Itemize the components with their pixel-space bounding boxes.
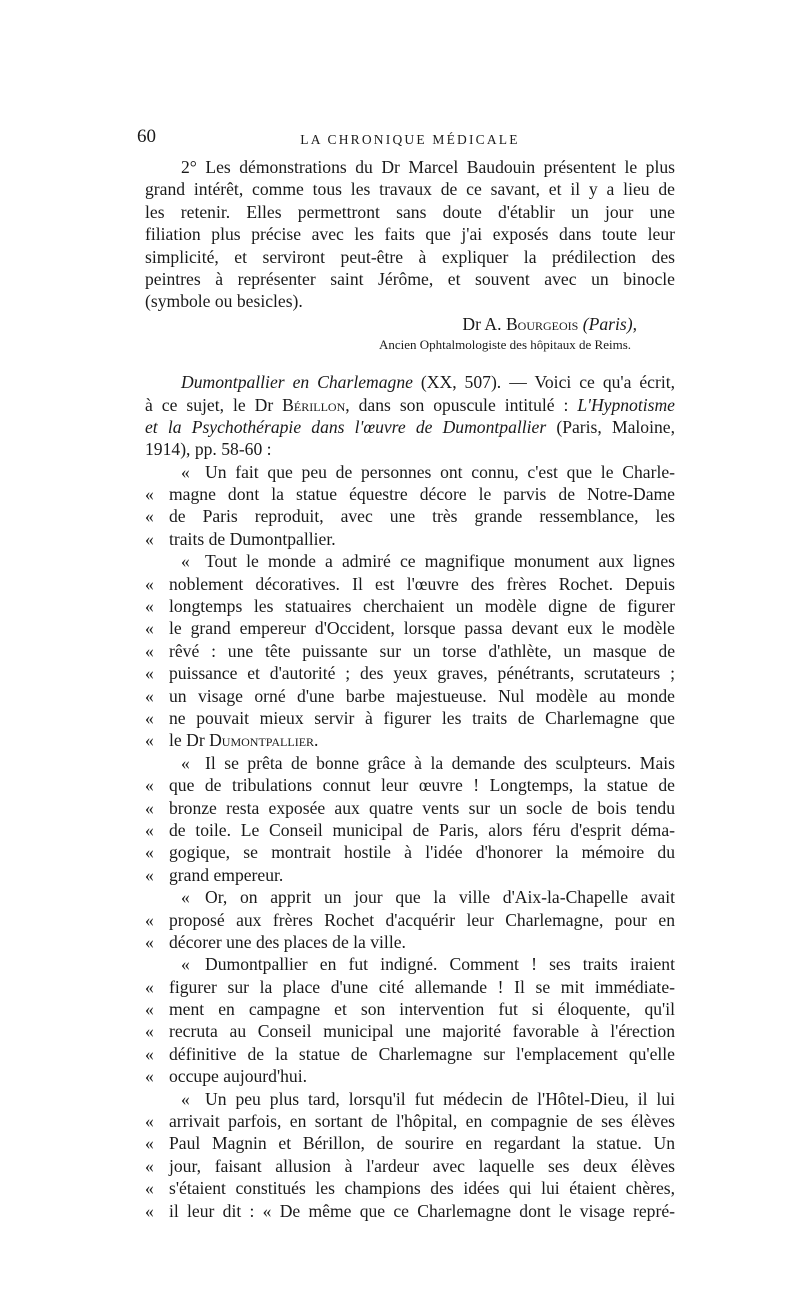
quote-line <box>145 1043 675 1065</box>
text-line: grand intérêt, comme tous les travaux de ce savant, et il y a lieu de <box>145 179 675 200</box>
guillemet: « <box>181 461 190 482</box>
text-line: (symbole ou besicles). <box>145 291 303 312</box>
guillemet: « <box>145 1155 154 1176</box>
guillemet: « <box>145 506 154 527</box>
guillemet: « <box>145 640 154 661</box>
guillemet: « <box>145 663 154 684</box>
quote-line <box>145 573 675 595</box>
signature-affiliation: Ancien Ophtalmologiste des hôpitaux de Reims. <box>378 337 631 353</box>
article-intro-line <box>145 394 675 416</box>
quote-line <box>145 617 675 639</box>
guillemet: « <box>145 528 154 549</box>
quote-text: rêvé : une tête puissante sur un torse d'athlète, un masque de <box>169 640 675 661</box>
guillemet: « <box>145 1043 154 1064</box>
quote-text: jour, faisant allusion à l'ardeur avec laquelle ses deux élèves <box>169 1155 675 1176</box>
quote-text: ment en campagne et son intervention fut si éloquente, qu'il <box>169 999 675 1020</box>
quote-line <box>145 1200 675 1222</box>
signature <box>145 313 675 335</box>
quote-text: Il se prêta de bonne grâce à la demande des sculpteurs. Mais <box>205 752 675 773</box>
running-head: LA CHRONIQUE MÉDICALE <box>300 132 520 147</box>
quote-line <box>145 909 675 931</box>
quote-line <box>145 886 675 908</box>
quote-line <box>145 1132 675 1154</box>
quote-line <box>145 1155 675 1177</box>
intro-name: Bérillon <box>282 394 346 415</box>
quote-line <box>145 707 675 729</box>
signature-name: Bourgeois <box>505 313 579 334</box>
intro-text: à ce sujet, le <box>145 394 246 415</box>
quote-line <box>145 1177 675 1199</box>
quote-line <box>145 1110 675 1132</box>
quote-line <box>145 685 675 707</box>
guillemet: « <box>181 752 190 773</box>
guillemet: « <box>145 618 154 639</box>
quote-text: de toile. Le Conseil municipal de Paris, alors féru d'esprit déma- <box>169 819 675 840</box>
quote-line <box>145 864 675 886</box>
guillemet: « <box>145 1021 154 1042</box>
quote-text: Paul Magnin et Bérillon, de sourire en regardant la statue. Un <box>169 1133 675 1154</box>
guillemet: « <box>181 551 190 572</box>
quote-line <box>145 931 675 953</box>
quote-text: ne pouvait mieux servir à figurer les traits de Charlemagne que <box>169 707 675 728</box>
quote-line <box>145 752 675 774</box>
book-title: L'Hypnotisme <box>577 394 675 415</box>
quote-line <box>145 774 675 796</box>
quote-line <box>145 1065 675 1087</box>
quote-line <box>145 998 675 1020</box>
quote-text: Or, on apprit un jour que la ville d'Aix-la-Chapelle avait <box>205 887 675 908</box>
guillemet: « <box>181 887 190 908</box>
quote-line <box>145 1088 675 1110</box>
guillemet: « <box>145 1111 154 1132</box>
signature-city: (Paris), <box>582 313 637 334</box>
quote-text: s'étaient constitués les champions des idées qui lui étaient chères, <box>169 1178 675 1199</box>
quote-text: Dumontpallier en fut indigné. Comment ! ses traits iraient <box>205 954 675 975</box>
quote-text: longtemps les statuaires cherchaient un modèle digne de figurer <box>169 596 675 617</box>
quote-line <box>145 819 675 841</box>
quote-text: Un peu plus tard, lorsqu'il fut médecin de l'Hôtel-Dieu, il lui <box>205 1088 675 1109</box>
quote-line <box>145 505 675 527</box>
article-intro-line <box>145 371 675 393</box>
quote-text: Tout le monde a admiré ce magnifique monument aux lignes <box>205 551 675 572</box>
quote-text: de Paris reproduit, avec une très grande ressemblance, les <box>169 506 675 527</box>
guillemet: « <box>145 931 154 952</box>
guillemet: « <box>145 573 154 594</box>
quote-text: gogique, se montrait hostile à l'idée d'honorer la mémoire du <box>169 842 675 863</box>
signature-initial: A. <box>484 313 502 334</box>
guillemet: « <box>145 685 154 706</box>
intro-dr: Dr <box>254 394 274 415</box>
quote-text: occupe aujourd'hui. <box>169 1066 308 1087</box>
book-title: et la Psychothérapie dans l'œuvre de Dumontpallier <box>145 416 547 437</box>
quote-line <box>145 662 675 684</box>
page-number: 60 <box>137 126 156 147</box>
quote-text: Un fait que peu de personnes ont connu, c'est que le Charle- <box>205 461 675 482</box>
signature-title: Dr <box>462 313 481 334</box>
quote-dr: Dr <box>186 730 205 751</box>
article-lead: — Voici ce qu'a écrit, <box>509 372 676 393</box>
quote-text: figurer sur la place d'une cité allemande ! Il se mit immédiate- <box>169 976 675 997</box>
guillemet: « <box>145 1178 154 1199</box>
quote-name: Dumontpallier. <box>209 730 319 751</box>
quote-text: le <box>169 730 182 751</box>
quote-text: puissance et d'autorité ; des yeux graves, pénétrants, scrutateurs ; <box>169 663 675 684</box>
quote-text: définitive de la statue de Charlemagne sur l'emplacement qu'elle <box>169 1043 675 1064</box>
quote-text: proposé aux frères Rochet d'acquérir leur Charlemagne, pour en <box>169 909 675 930</box>
guillemet: « <box>181 1088 190 1109</box>
guillemet: « <box>145 864 154 885</box>
intro-text: (Paris, Maloine, <box>556 416 675 437</box>
text-line: filiation plus précise avec les faits que j'ai exposés dans toute leur <box>145 224 675 245</box>
quote-text: que de tribulations connut leur œuvre ! Longtemps, la statue de <box>169 775 675 796</box>
page-header <box>137 126 675 156</box>
guillemet: « <box>145 707 154 728</box>
quote-line <box>145 1020 675 1042</box>
guillemet: « <box>145 730 154 751</box>
quote-line <box>145 797 675 819</box>
guillemet: « <box>145 797 154 818</box>
quote-text: recruta au Conseil municipal une majorité favorable à l'érection <box>169 1021 675 1042</box>
guillemet: « <box>145 1066 154 1087</box>
quote-line <box>145 729 675 751</box>
text-line: 2° Les démonstrations du Dr Marcel Baudouin présentent le plus <box>181 157 675 177</box>
quote-line <box>145 483 675 505</box>
quote-line <box>145 528 675 550</box>
quote-text: arrivait parfois, en sortant de l'hôpital, en compagnie de ses élèves <box>169 1111 675 1132</box>
quote-line <box>145 841 675 863</box>
quote-text: grand empereur. <box>169 864 284 885</box>
text-line: simplicité, et serviront peut-être à expliquer la prédilection des <box>145 246 675 267</box>
quote-text: bronze resta exposée aux quatre vents sur un socle de bois tendu <box>169 797 675 818</box>
article-intro-line <box>145 416 675 438</box>
quote-text: noblement décoratives. Il est l'œuvre des frères Rochet. Depuis <box>169 573 675 594</box>
quote-line <box>145 953 675 975</box>
page-body <box>145 156 675 1222</box>
guillemet: « <box>145 484 154 505</box>
quote-line <box>145 640 675 662</box>
intro-text: , dans son opuscule intitulé : <box>345 394 569 415</box>
guillemet: « <box>145 842 154 863</box>
text-line: les retenir. Elles permettront sans doute d'établir un jour une <box>145 201 675 222</box>
quote-line <box>145 461 675 483</box>
guillemet: « <box>145 1200 154 1221</box>
quote-line <box>145 595 675 617</box>
quote-line <box>145 976 675 998</box>
guillemet: « <box>145 1133 154 1154</box>
article-title: Dumontpallier en Charlemagne <box>181 372 413 393</box>
quote-text: le grand empereur d'Occident, lorsque passa devant eux le modèle <box>169 618 675 639</box>
guillemet: « <box>145 819 154 840</box>
quote-text: il leur dit : « De même que ce Charlemagne dont le visage repré- <box>169 1200 675 1221</box>
text-line: peintres à représenter saint Jérôme, et souvent avec un binocle <box>145 268 675 289</box>
section-gap <box>145 355 675 371</box>
guillemet: « <box>145 775 154 796</box>
quote-text: un visage orné d'une barbe majestueuse. Nul modèle au monde <box>169 685 675 706</box>
quote-line <box>145 550 675 572</box>
guillemet: « <box>145 976 154 997</box>
guillemet: « <box>181 954 190 975</box>
guillemet: « <box>145 909 154 930</box>
quote-text: décorer une des places de la ville. <box>169 931 406 952</box>
quote-text: traits de Dumontpallier. <box>169 528 336 549</box>
guillemet: « <box>145 596 154 617</box>
quote-text: magne dont la statue équestre décore le parvis de Notre-Dame <box>169 484 675 505</box>
article-ref: (XX, 507). <box>420 372 502 393</box>
article-intro-line: 1914), pp. 58-60 : <box>145 439 272 460</box>
guillemet: « <box>145 999 154 1020</box>
